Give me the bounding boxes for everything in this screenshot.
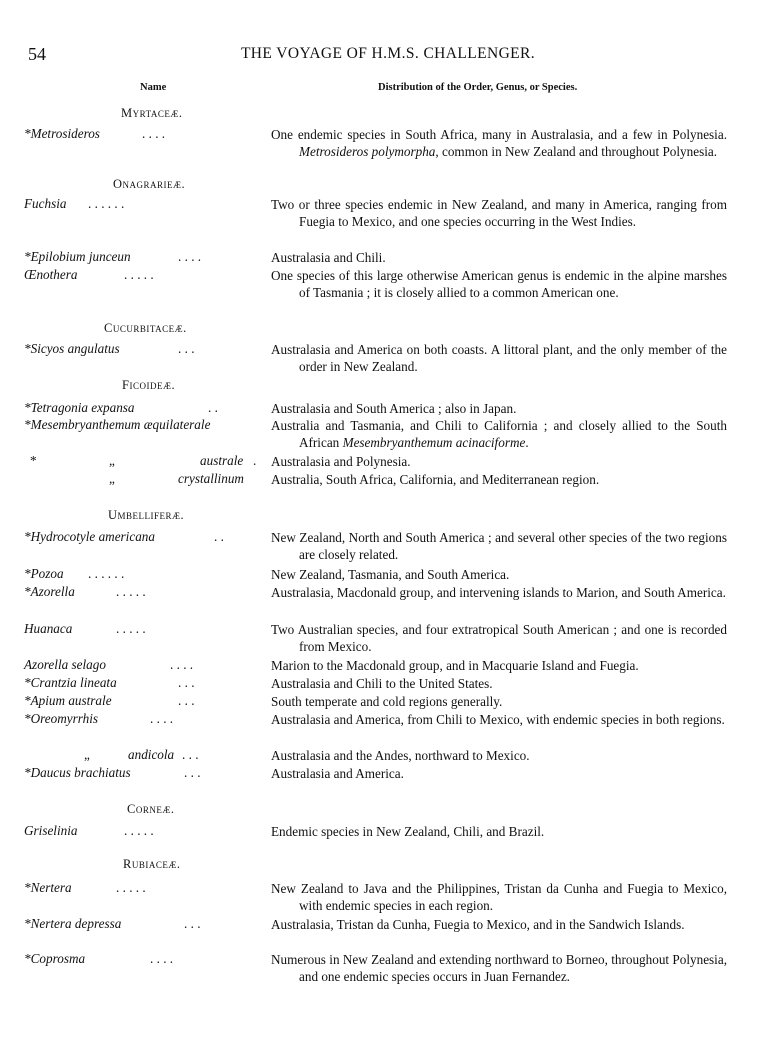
ditto-mark: „ [84, 747, 90, 762]
distribution-text: South temperate and cold regions generally. [271, 694, 503, 709]
dot-leader: . . [208, 400, 218, 415]
taxon-name [24, 711, 256, 727]
taxon-label: *Coprosma [24, 951, 86, 966]
dot-leader: . . . [178, 341, 195, 356]
dot-leader: . [253, 453, 257, 468]
distribution-text: Australasia and Polynesia. [271, 454, 411, 469]
distribution-text: Marion to the Macdonald group, and in Macquarie Island and Fuegia. [271, 658, 639, 673]
taxon-name [24, 529, 256, 545]
distribution-text: Australasia and Chili to the United States. [271, 676, 493, 691]
taxon-label: andicola [128, 747, 175, 762]
taxon-name [24, 765, 256, 781]
dot-leader: . . . [182, 747, 199, 762]
column-heading-distribution: Distribution of the Order, Genus, or Species. [378, 82, 578, 93]
dot-leader: . . . [178, 693, 195, 708]
dot-leader: . . . . [150, 951, 174, 966]
taxon-name [24, 880, 256, 896]
dot-leader: . . . . [142, 126, 166, 141]
taxon-label: *Pozoa [24, 566, 64, 581]
order-heading-cucurbitaceae: Cucurbitaceæ. [104, 321, 187, 335]
distribution-text: Australasia and America. [271, 766, 404, 781]
order-heading-umbelliferae: Umbelliferæ. [108, 508, 185, 522]
taxon-label: *Sicyos angulatus [24, 341, 120, 356]
species-italic: Mesembryanthemum acinaciforme [342, 435, 526, 450]
taxon-label: crystallinum [178, 471, 244, 486]
taxon-name [24, 267, 256, 283]
distribution-part: , common in New Zealand and throughout Polynesia. [435, 144, 718, 159]
taxon-name [24, 341, 256, 357]
dot-leader: . . . [184, 916, 201, 931]
taxon-name [24, 916, 256, 932]
taxon-name [24, 196, 256, 212]
taxon-name [24, 951, 256, 967]
taxon-label: Griselinia [24, 823, 78, 838]
dot-leader: . . . . . . [88, 196, 125, 211]
dot-leader: . . . . . [124, 267, 154, 282]
distribution-text: New Zealand to Java and the Philippines, Tristan da Cunha and Fuegia to Mexico, with endemic species in each region. [271, 881, 727, 913]
distribution-text: Numerous in New Zealand and extending northward to Borneo, throughout Polynesia, and one endemic species occurs in Juan Fernandez. [271, 952, 727, 984]
taxon-label: Fuchsia [24, 196, 67, 211]
taxon-label: *Oreomyrrhis [24, 711, 98, 726]
taxon-label: *Epilobium junceun [24, 249, 131, 264]
distribution-text: Australasia and Chili. [271, 250, 386, 265]
distribution-text: Australasia, Macdonald group, and intervening islands to Marion, and South America. [271, 585, 726, 600]
taxon-label: *Nertera [24, 880, 72, 895]
taxon-label: Azorella selago [24, 657, 106, 672]
distribution-text: Two or three species endemic in New Zealand, and many in America, ranging from Fuegia to Mexico, and one species occurring in the West Indies. [271, 197, 727, 229]
distribution-part: One endemic species in South Africa, many in Australasia, and a few in Polynesia. [271, 127, 727, 142]
distribution-text: New Zealand, Tasmania, and South America. [271, 567, 510, 582]
distribution-text: Australasia, Tristan da Cunha, Fuegia to Mexico, and in the Sandwich Islands. [271, 917, 685, 932]
dot-leader: . . . . . [116, 621, 146, 636]
taxon-name [24, 249, 256, 265]
distribution-text: Australasia and South America ; also in Japan. [271, 401, 517, 416]
taxon-name [24, 657, 256, 673]
distribution-text: Australasia and the Andes, northward to Mexico. [271, 748, 530, 763]
order-heading-corneae: Corneæ. [127, 802, 175, 816]
dot-leader: . . [214, 529, 224, 544]
running-head: THE VOYAGE OF H.M.S. CHALLENGER. [240, 45, 536, 62]
taxon-label: *Crantzia lineata [24, 675, 117, 690]
distribution-text: Australasia and America, from Chili to Mexico, with endemic species in both regions. [271, 712, 725, 727]
distribution-text: One species of this large otherwise American genus is endemic in the alpine marshes of Tasmania ; it is closely allied to a common American one. [271, 268, 727, 300]
taxon-label: *Mesembryanthemum æquilaterale [24, 417, 211, 432]
taxon-name [24, 400, 256, 416]
dot-leader: . . . [178, 675, 195, 690]
order-heading-ficoideae: Ficoideæ. [122, 378, 176, 392]
taxon-name [24, 417, 256, 433]
distribution-text: New Zealand, North and South America ; and several other species of the two regions are closely related. [271, 530, 727, 562]
taxon-label: *Azorella [24, 584, 75, 599]
order-heading-rubiaceae: Rubiaceæ. [123, 857, 181, 871]
ditto-mark: „ [109, 471, 115, 486]
dot-leader: . . . . . [124, 823, 154, 838]
dot-leader: . . . . . . [88, 566, 125, 581]
taxon-name [24, 823, 256, 839]
distribution-text [271, 417, 727, 451]
ditto-mark: „ [109, 453, 115, 468]
taxon-name [24, 584, 256, 600]
taxon-label: *Nertera depressa [24, 916, 122, 931]
taxon-label: *Tetragonia expansa [24, 400, 135, 415]
dot-leader: . . . . [178, 249, 202, 264]
dot-leader: . . . . [170, 657, 194, 672]
taxon-name [24, 621, 256, 637]
column-heading-name: Name [140, 82, 167, 93]
species-italic: Metrosideros polymorpha [299, 144, 436, 159]
distribution-text: Australasia and America on both coasts. A littoral plant, and the only member of the order in New Zealand. [271, 342, 727, 374]
order-heading-onagrarieae: Onagrarieæ. [113, 177, 186, 191]
dot-leader: . . . . . [116, 584, 146, 599]
taxon-label: *Apium australe [24, 693, 112, 708]
taxon-name [24, 566, 256, 582]
distribution-part: Australia and Tasmania, and Chili to California ; and closely allied to the South African [271, 418, 727, 450]
distribution-part: . [525, 435, 529, 450]
asterisk: * [30, 453, 37, 468]
distribution-text: Endemic species in New Zealand, Chili, and Brazil. [271, 824, 545, 839]
taxon-name [24, 675, 256, 691]
taxon-label: *Daucus brachiatus [24, 765, 131, 780]
taxon-label: *Hydrocotyle americana [24, 529, 155, 544]
taxon-name [24, 693, 256, 709]
dot-leader: . . . . . [116, 880, 146, 895]
distribution-text: Australia, South Africa, California, and Mediterranean region. [271, 472, 600, 487]
taxon-label: Œnothera [24, 267, 78, 282]
dot-leader: . . . [184, 765, 201, 780]
taxon-label: australe [200, 453, 244, 468]
distribution-text [271, 126, 727, 160]
taxon-label: *Metrosideros [24, 126, 100, 141]
page-number: 54 [28, 44, 46, 64]
dot-leader: . . . . [150, 711, 174, 726]
distribution-text: Two Australian species, and four extratropical South American ; and one is recorded from Mexico. [271, 622, 727, 654]
order-heading-myrtaceae: Myrtaceæ. [121, 106, 183, 120]
taxon-label: Huanaca [24, 621, 73, 636]
taxon-name [24, 126, 256, 142]
